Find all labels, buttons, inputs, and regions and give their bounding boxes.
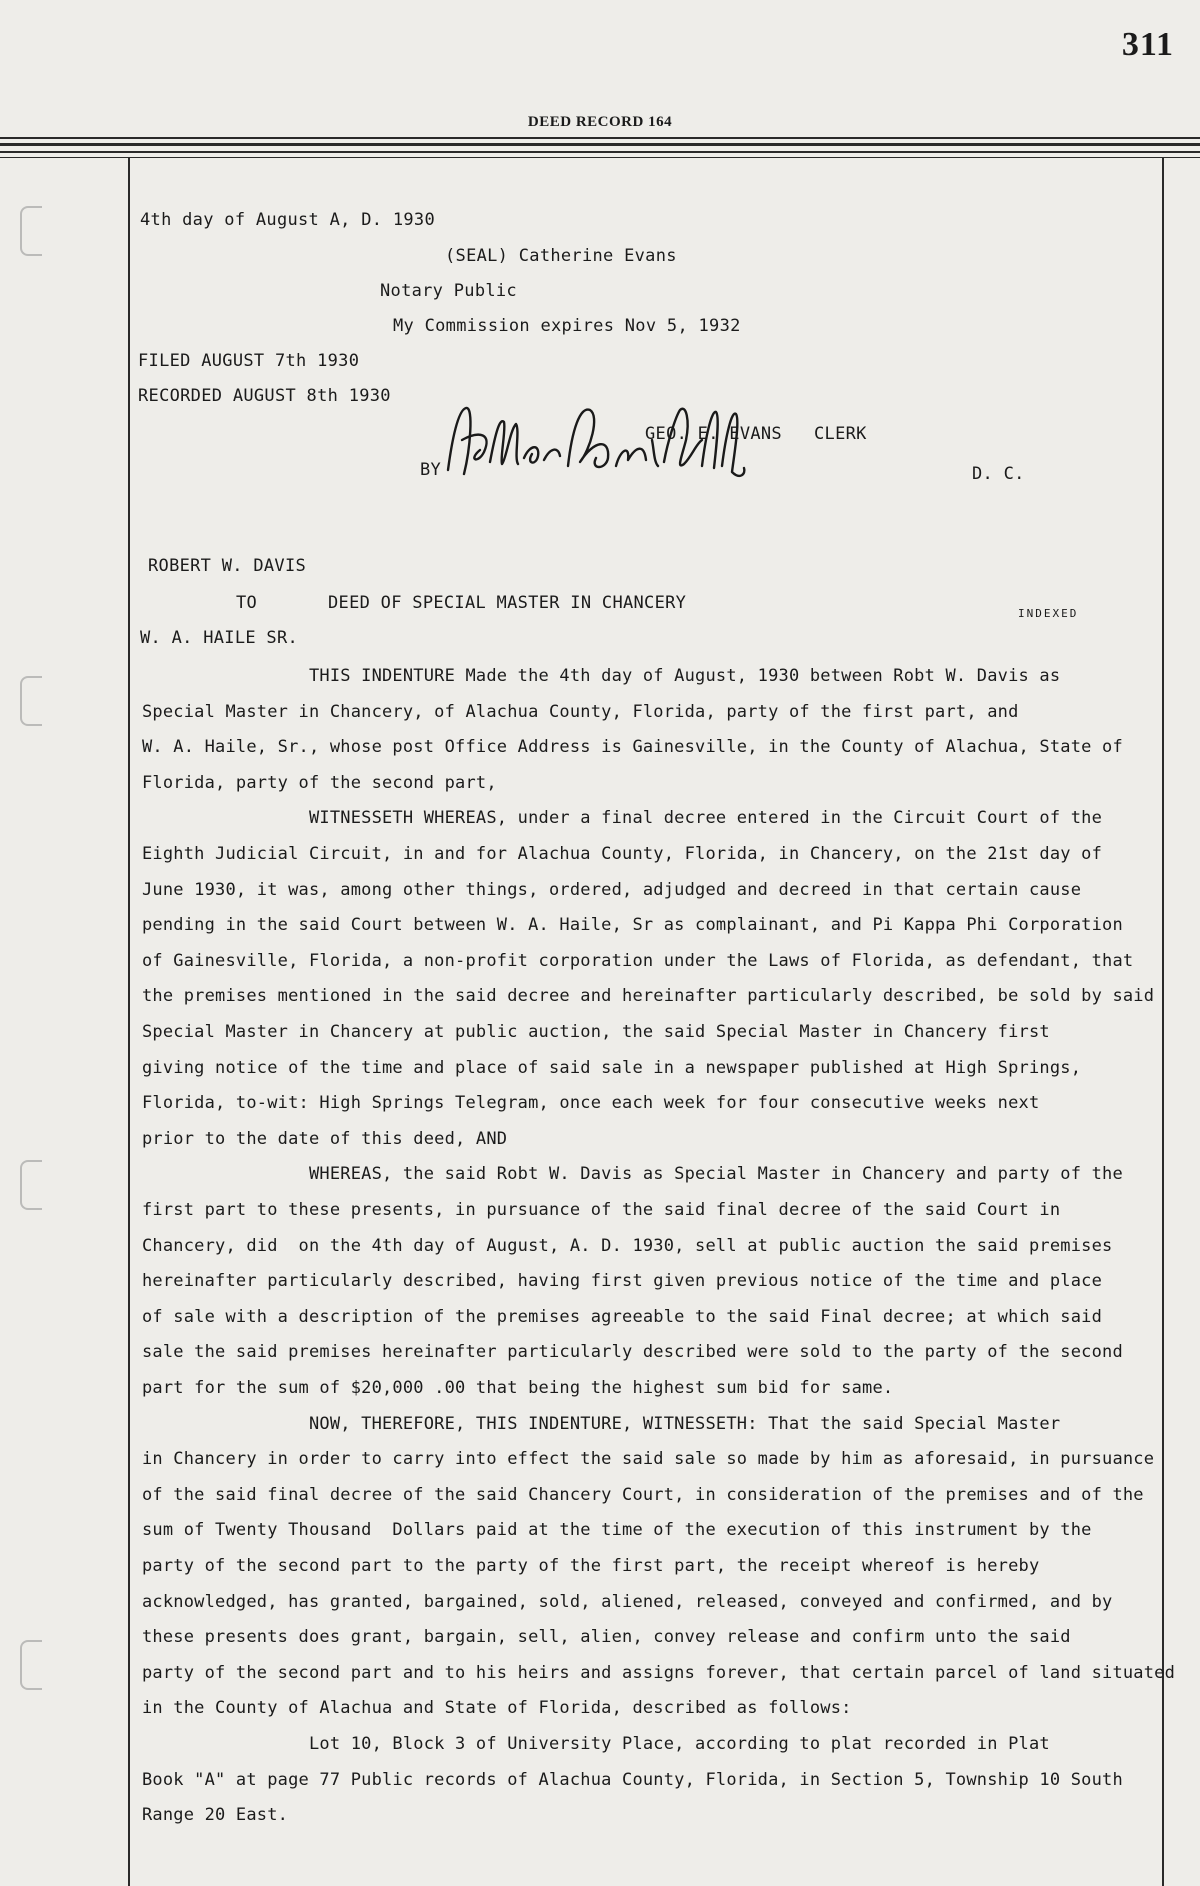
deed-body-line: part for the sum of $20,000 .00 that being the highest sum bid for same.	[142, 1378, 894, 1398]
header-rule	[0, 143, 1200, 146]
deed-body-line: party of the second part and to his heirs and assigns forever, that certain parcel of land situated	[142, 1662, 1176, 1683]
deed-body-line: party of the second part to the party of the first part, the receipt whereof is hereby	[142, 1556, 1040, 1576]
deed-body-line: W. A. Haile, Sr., whose post Office Address is Gainesville, in the County of Alachua, State of	[142, 737, 1123, 758]
deed-body-line: NOW, THEREFORE, THIS INDENTURE, WITNESSETH: That the said Special Master	[142, 1413, 1061, 1434]
grantee-name: W. A. HAILE SR.	[140, 628, 299, 648]
clerk-name: GEO. E. EVANS	[645, 424, 782, 444]
deputy-clerk-signature	[440, 400, 750, 490]
deed-body-line: Eighth Judicial Circuit, in and for Alachua County, Florida, in Chancery, on the 21st day of	[142, 844, 1103, 864]
deed-body-line: Chancery, did on the 4th day of August, A. D. 1930, sell at public auction the said premises	[142, 1235, 1113, 1256]
deed-body-line: in Chancery in order to carry into effect the said sale so made by him as aforesaid, in pursuance	[142, 1449, 1155, 1470]
deed-body-line: of sale with a description of the premises agreeable to the said Final decree; at which said	[142, 1306, 1103, 1327]
left-margin-line	[128, 158, 130, 1886]
deed-body-line: June 1930, it was, among other things, ordered, adjudged and decreed in that certain cause	[142, 879, 1082, 900]
deed-body-line: Lot 10, Block 3 of University Place, according to plat recorded in Plat	[142, 1734, 1050, 1754]
deed-body-line: WHEREAS, the said Robt W. Davis as Special Master in Chancery and party of the	[142, 1164, 1123, 1185]
deed-body-line: sum of Twenty Thousand Dollars paid at the time of the execution of this instrument by the	[142, 1520, 1092, 1541]
header-rule	[0, 137, 1200, 139]
record-title: DEED RECORD 164	[527, 114, 673, 130]
deed-body-line: prior to the date of this deed, AND	[142, 1128, 508, 1149]
deed-body-line: the premises mentioned in the said decree and hereinafter particularly described, be sold by said	[142, 986, 1155, 1007]
binder-hole-mark	[20, 676, 42, 726]
deed-body-line: hereinafter particularly described, having first given previous notice of the time and place	[142, 1271, 1103, 1292]
recorded-date: RECORDED AUGUST 8th 1930	[138, 386, 391, 406]
header-rule	[0, 157, 1200, 158]
notary-date: 4th day of August A, D. 1930	[140, 210, 435, 230]
deed-body-line: first part to these presents, in pursuance of the said final decree of the said Court in	[142, 1200, 1061, 1220]
deed-body-line: Florida, party of the second part,	[142, 772, 497, 793]
deed-body-line: pending in the said Court between W. A. Haile, Sr as complainant, and Pi Kappa Phi Corporation	[142, 915, 1123, 936]
deed-type: DEED OF SPECIAL MASTER IN CHANCERY	[328, 593, 687, 613]
deed-body-line: sale the said premises hereinafter particularly described were sold to the party of the second	[142, 1342, 1123, 1363]
deed-body-line: these presents does grant, bargain, sell, alien, convey release and confirm unto the said	[142, 1627, 1071, 1648]
binder-hole-mark	[20, 1640, 42, 1690]
deed-body-line: THIS INDENTURE Made the 4th day of August, 1930 between Robt W. Davis as	[142, 666, 1061, 686]
right-margin-line	[1162, 158, 1164, 1886]
deed-body-line: giving notice of the time and place of said sale in a newspaper published at High Springs,	[142, 1057, 1082, 1078]
deed-body-line: WITNESSETH WHEREAS, under a final decree entered in the Circuit Court of the	[142, 808, 1103, 829]
header-rule	[0, 151, 1200, 153]
notary-commission: My Commission expires Nov 5, 1932	[393, 316, 741, 336]
grantor-name: ROBERT W. DAVIS	[148, 556, 307, 576]
deed-body-line: Special Master in Chancery, of Alachua County, Florida, party of the first part, and	[142, 701, 1019, 722]
by-label: BY	[420, 460, 442, 480]
deed-body-line: of the said final decree of the said Chancery Court, in consideration of the premises and of the	[142, 1484, 1144, 1505]
deputy-clerk-label: D. C.	[972, 464, 1025, 484]
deed-body-line: Range 20 East.	[142, 1805, 289, 1826]
binder-hole-mark	[20, 1160, 42, 1210]
deed-body-line: Special Master in Chancery at public auction, the said Special Master in Chancery first	[142, 1022, 1050, 1042]
deed-body-line: of Gainesville, Florida, a non-profit corporation under the Laws of Florida, as defendant, that	[142, 950, 1134, 971]
notary-seal: (SEAL) Catherine Evans	[445, 246, 677, 266]
page-number: 311	[1121, 26, 1174, 63]
filed-date: FILED AUGUST 7th 1930	[138, 351, 360, 371]
deed-body-line: Florida, to-wit: High Springs Telegram, once each week for four consecutive weeks next	[142, 1093, 1040, 1114]
deed-body-line: Book "A" at page 77 Public records of Alachua County, Florida, in Section 5, Township 10 South	[142, 1769, 1123, 1790]
binder-hole-mark	[20, 206, 42, 256]
notary-title: Notary Public	[380, 281, 517, 301]
deed-body-line: acknowledged, has granted, bargained, sold, aliened, released, conveyed and confirmed, and by	[142, 1591, 1113, 1612]
deed-body-line: in the County of Alachua and State of Florida, described as follows:	[142, 1698, 852, 1719]
clerk-title: CLERK	[814, 424, 867, 444]
indexed-stamp: INDEXED	[1018, 607, 1079, 620]
to-label: TO	[236, 593, 258, 613]
